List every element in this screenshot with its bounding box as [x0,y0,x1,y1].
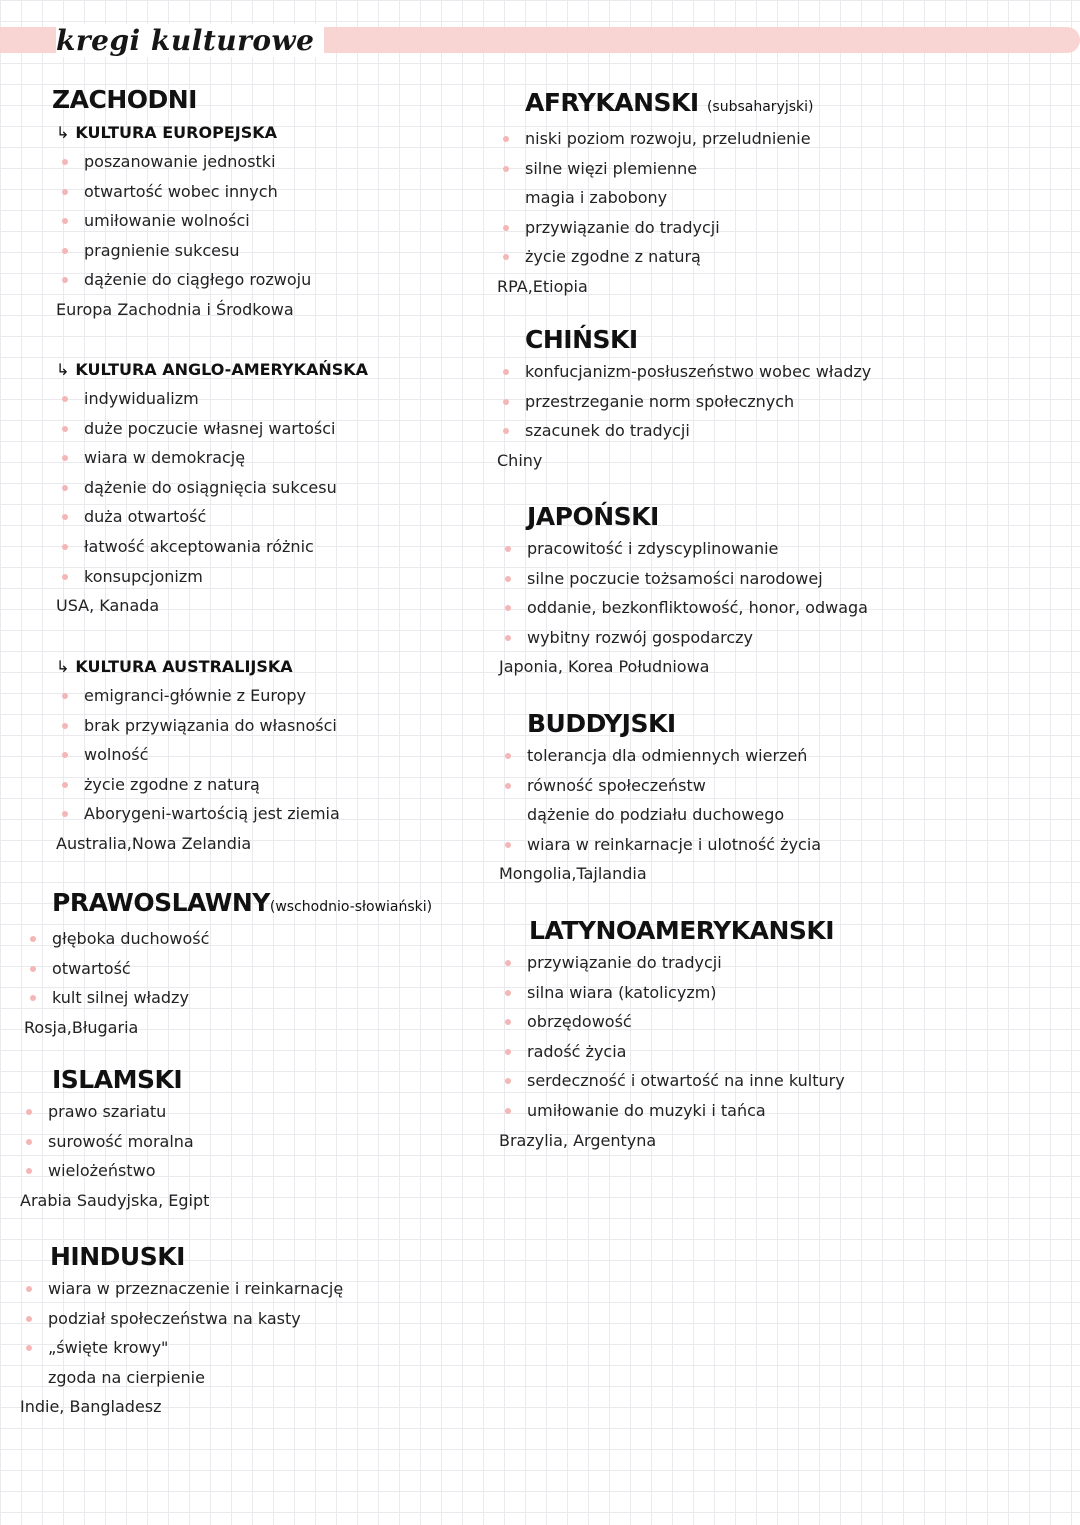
list-item: umiłowanie wolności [56,206,311,236]
list-item: pragnienie sukcesu [56,236,311,266]
list-item: emigranci-głównie z Europy [56,681,340,711]
list-item: oddanie, bezkonfliktowość, honor, odwaga [499,593,868,623]
islamski-heading: ISLAMSKI [52,1065,183,1094]
list-item: konfucjanizm-posłuszeństwo wobec władzy [497,357,871,387]
list-item: zgoda na cierpienie [48,1367,205,1387]
list-item: otwartość [24,954,432,984]
arrow-icon: ↳ [56,123,70,142]
list-item: silne więzi plemienne [497,154,814,184]
list-item: serdeczność i otwartość na inne kultury [499,1066,845,1096]
afrykanski-heading: AFRYKANSKI (subsaharyjski) [525,88,814,117]
list-item: otwartość wobec innych [56,177,311,207]
anglo-countries: USA, Kanada [56,596,160,616]
japonski-heading: JAPOŃSKI [527,502,659,531]
latynoamerykanski-heading: LATYNOAMERYKANSKI [529,916,835,945]
list-item: życie zgodne z naturą [497,242,814,272]
list-item: niski poziom rozwoju, przeludnienie [497,124,814,154]
europejska-heading: ↳ KULTURA EUROPEJSKA [56,123,277,142]
europejska-countries: Europa Zachodnia i Środkowa [56,299,294,319]
list-item: dążenie do ciągłego rozwoju [56,265,311,295]
section-zachodni [52,83,197,117]
list-item: równość społeczeństw [499,771,821,801]
section-buddyjski [499,707,821,889]
list-item: indywidualizm [56,384,368,414]
list-item: przywiązanie do tradycji [499,948,845,978]
list-item: duże poczucie własnej wartości [56,414,368,444]
list-item: wolność [56,740,340,770]
list-item: Aborygeni-wartością jest ziemia [56,799,340,829]
list-item: silna wiara (katolicyzm) [499,978,845,1008]
hinduski-countries: Indie, Bangladesz [20,1397,162,1417]
hinduski-heading: HINDUSKI [50,1242,185,1271]
list-item: wiara w przeznaczenie i reinkarnację [20,1274,343,1304]
chinski-heading: CHIŃSKI [525,325,638,354]
arrow-icon: ↳ [56,360,70,379]
list-item: duża otwartość [56,502,368,532]
list-item: poszanowanie jednostki [56,147,311,177]
list-item: szacunek do tradycji [497,416,871,446]
japonski-list [499,534,868,652]
list-item: konsupcjonizm [56,562,368,592]
section-prawoslawny [24,886,432,1042]
prawoslawny-countries: Rosja,Bługaria [24,1017,139,1037]
buddyjski-countries: Mongolia,Tajlandia [499,864,647,884]
page-title: kregi kulturowe [56,24,324,57]
section-japonski [499,500,868,682]
europejska-list [56,147,311,295]
list-item: wielożeństwo [20,1156,209,1186]
list-item: magia i zabobony [525,188,668,208]
list-item: podział społeczeństwa na kasty [20,1304,343,1334]
prawoslawny-heading: PRAWOSLAWNY(wschodnio-słowiański) [52,888,433,917]
list-item: silne poczucie tożsamości narodowej [499,564,868,594]
list-item: przywiązanie do tradycji [497,213,814,243]
islamski-list [20,1097,209,1186]
australijska-countries: Australia,Nowa Zelandia [56,833,252,853]
list-item: obrzędowość [499,1007,845,1037]
islamski-countries: Arabia Saudyjska, Egipt [20,1190,210,1210]
section-kultura-australijska [56,653,340,859]
list-item: surowość moralna [20,1127,209,1157]
arrow-icon: ↳ [56,657,70,676]
section-islamski [20,1063,209,1215]
japonski-countries: Japonia, Korea Południowa [499,657,710,677]
list-item: wiara w demokrację [56,443,368,473]
list-item: brak przywiązania do własności [56,711,340,741]
section-latynoamerykanski [499,914,845,1155]
chinski-countries: Chiny [497,450,543,470]
section-kultura-anglo-amerykanska [56,356,368,621]
chinski-list [497,357,871,446]
list-item: radość życia [499,1037,845,1067]
list-item: łatwość akceptowania różnic [56,532,368,562]
buddyjski-heading: BUDDYJSKI [527,709,676,738]
list-item: kult silnej władzy [24,983,432,1013]
section-afrykanski [497,86,814,302]
afrykanski-countries: RPA,Etiopia [497,276,588,296]
buddyjski-list [499,741,821,859]
prawoslawny-list [24,924,432,1013]
list-item: umiłowanie do muzyki i tańca [499,1096,845,1126]
list-item: dążenie do osiągnięcia sukcesu [56,473,368,503]
latynoamerykanski-countries: Brazylia, Argentyna [499,1130,657,1150]
list-item: tolerancja dla odmiennych wierzeń [499,741,821,771]
australijska-list [56,681,340,829]
list-item: „święte krowy" [20,1333,343,1363]
anglo-heading: ↳ KULTURA ANGLO-AMERYKAŃSKA [56,360,369,379]
anglo-list [56,384,368,591]
list-item: życie zgodne z naturą [56,770,340,800]
section-kultura-europejska [56,119,311,325]
afrykanski-list [497,124,814,272]
section-chinski [497,323,871,475]
hinduski-list [20,1274,343,1392]
list-item: dążenie do podziału duchowego [527,805,785,825]
latynoamerykanski-list [499,948,845,1126]
section-hinduski [20,1240,343,1422]
list-item: wiara w reinkarnacje i ulotność życia [499,830,821,860]
list-item: wybitny rozwój gospodarczy [499,623,868,653]
list-item: głęboka duchowość [24,924,432,954]
list-item: przestrzeganie norm społecznych [497,387,871,417]
zachodni-heading: ZACHODNI [52,85,197,114]
list-item: prawo szariatu [20,1097,209,1127]
list-item: pracowitość i zdyscyplinowanie [499,534,868,564]
australijska-heading: ↳ KULTURA AUSTRALIJSKA [56,657,293,676]
